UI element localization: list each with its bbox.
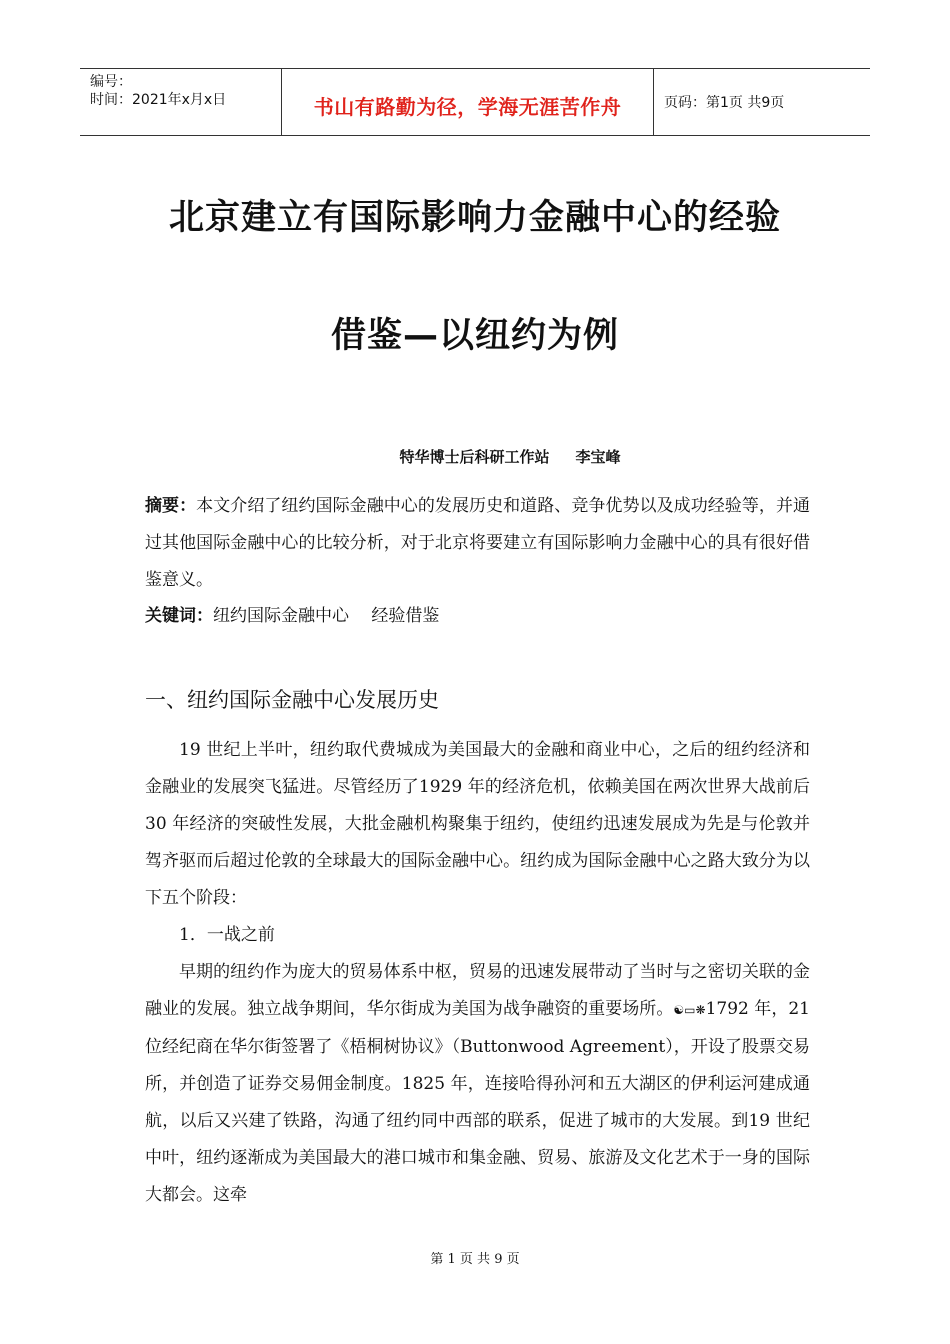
document-title-line-2: 借鉴—以纽约为例 [330, 316, 619, 356]
header-motto-cell [282, 69, 654, 135]
header-motto: 书山有路勤为径，学海无涯苦作舟 [313, 94, 622, 119]
abstract-label: 摘要： [145, 496, 197, 516]
subsection-heading: 1．一战之前 [179, 925, 275, 945]
header-page-cell [654, 69, 870, 135]
header-info-cell [80, 69, 282, 135]
footnote-glyph-icon: ☯▭❋ [673, 1003, 706, 1017]
author-name: 李宝峰 [575, 448, 621, 466]
document-time-label: 时间：2021年x月x日 [90, 92, 227, 108]
page-footer: 第 1 页 共 9 页 [430, 1252, 520, 1267]
header-page-info: 页码：第1页 共9页 [664, 95, 785, 111]
author-affiliation: 特华博士后科研工作站 [399, 448, 550, 466]
paragraph-2-text-start: 早期的纽约作为庞大的贸易体系中枢，贸易的迅速发展带动了当时与之密切关联的金融业的发展。独立战争期间，华尔街成为美国为战争融资的重要场所。 [145, 962, 810, 1019]
section-paragraph-1: 19 世纪上半叶，纽约取代费城成为美国最大的金融和商业中心，之后的纽约经济和金融业的发展突飞猛进。尽管经历了1929 年的经济危机，依赖美国在两次世界大战前后30 年经济的突破性发展，大批金融机构聚集于纽约，使纽约迅速发展成为先是与伦敦并驾齐驱而后超过伦敦的全球最大的国际金融中心。纽约成为国际金融中心之路大致分为以下五个阶段： [145, 740, 810, 908]
paragraph-2-text-rest: 1792 年，21 位经纪商在华尔街签署了《梧桐树协议》（Buttonwood Agreement），开设了股票交易所，并创造了证券交易佣金制度。1825 年，连接哈得孙河和五大湖区的伊利运河建成通航，以后又兴建了铁路，沟通了纽约同中西部的联系，促进了城市的大发展。到19 世纪中叶，纽约逐渐成为美国最大的港口城市和集金融、贸易、旅游及文化艺术于一身的国际大都会。这牵 [145, 999, 810, 1205]
section-paragraph-2 [145, 954, 810, 1214]
abstract-text: 本文介绍了纽约国际金融中心的发展历史和道路、竞争优势以及成功经验等，并通过其他国际金融中心的比较分析，对于北京将要建立有国际影响力金融中心的具有很好借鉴意义。 [145, 496, 811, 590]
section-body [145, 732, 810, 1214]
document-number-label: 编号： [90, 74, 132, 90]
keywords-paragraph [145, 598, 810, 635]
keywords-label: 关键词： [145, 606, 213, 626]
keywords-text: 纽约国际金融中心 经验借鉴 [213, 606, 440, 626]
abstract-paragraph [145, 488, 810, 599]
section-heading: 一、纽约国际金融中心发展历史 [145, 688, 439, 712]
author-line [0, 446, 950, 467]
document-title-line-1: 北京建立有国际影响力金融中心的经验 [168, 198, 781, 238]
header-table [80, 68, 870, 136]
